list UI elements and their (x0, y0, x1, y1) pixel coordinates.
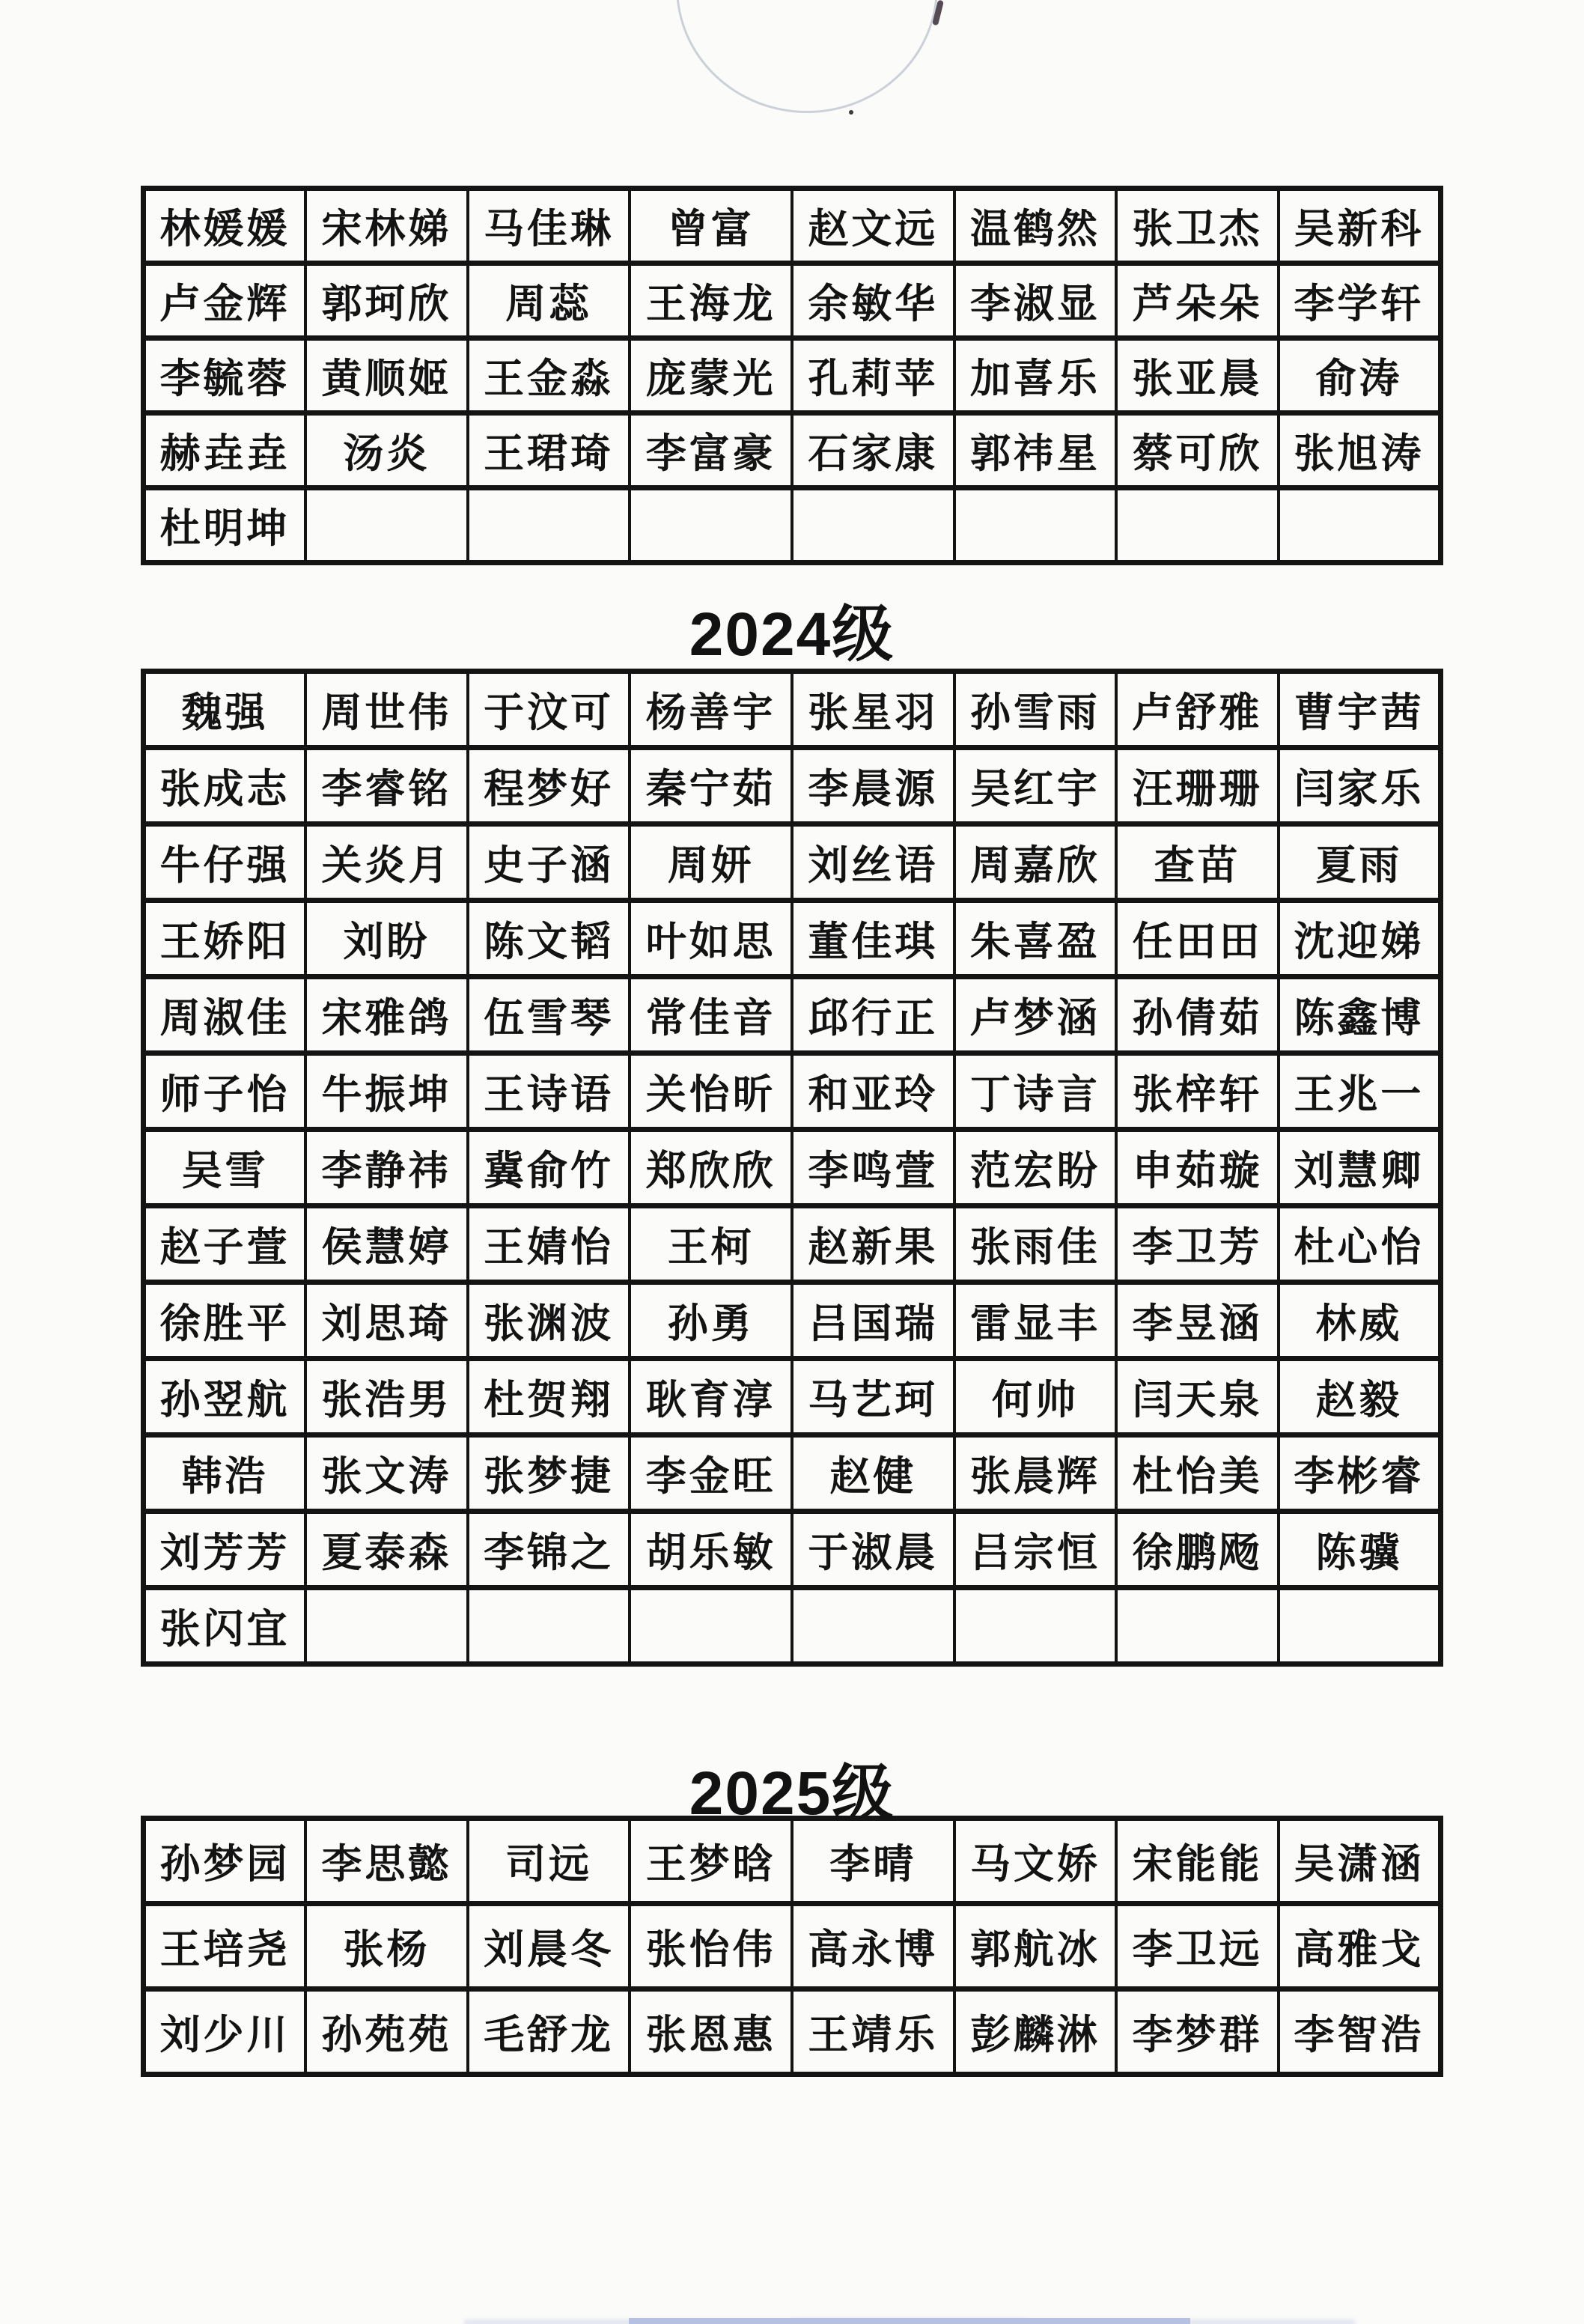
table-row (144, 1359, 1441, 1435)
name-cell: 加喜乐 (954, 338, 1117, 413)
name-cell: 王梦晗 (630, 1819, 792, 1904)
name-cell: 闫天泉 (1116, 1359, 1279, 1435)
name-cell: 李淑显 (954, 264, 1117, 338)
name-cell: 伍雪琴 (468, 977, 630, 1053)
name-cell: 李毓蓉 (144, 338, 306, 413)
name-cell: 王娇阳 (144, 901, 306, 977)
name-cell: 夏泰森 (305, 1512, 468, 1588)
roster-table-2025 (141, 1816, 1443, 2077)
name-cell: 吕国瑞 (792, 1283, 954, 1359)
name-cell: 张梓轩 (1116, 1053, 1279, 1130)
empty-cell (630, 1588, 792, 1664)
name-cell: 刘盼 (305, 901, 468, 977)
name-cell: 张恩惠 (630, 1989, 792, 2075)
empty-cell (792, 488, 954, 563)
name-cell: 郑欣欣 (630, 1130, 792, 1206)
name-cell: 秦宁茹 (630, 748, 792, 824)
empty-cell (305, 1588, 468, 1664)
name-cell: 孔莉苹 (792, 338, 954, 413)
name-cell: 俞涛 (1279, 338, 1441, 413)
name-cell: 庞蒙光 (630, 338, 792, 413)
name-cell: 李卫芳 (1116, 1206, 1279, 1283)
name-cell: 卢梦涵 (954, 977, 1117, 1053)
table-row (144, 748, 1441, 824)
name-cell: 董佳琪 (792, 901, 954, 977)
name-cell: 汪珊珊 (1116, 748, 1279, 824)
name-cell: 石家康 (792, 413, 954, 488)
name-cell: 范宏盼 (954, 1130, 1117, 1206)
name-cell: 刘芳芳 (144, 1512, 306, 1588)
table-row (144, 488, 1441, 563)
table-row (144, 1283, 1441, 1359)
name-cell: 陈文韬 (468, 901, 630, 977)
name-cell: 高雅戈 (1279, 1904, 1441, 1989)
name-cell: 司远 (468, 1819, 630, 1904)
name-cell: 马文娇 (954, 1819, 1117, 1904)
name-cell: 毛舒龙 (468, 1989, 630, 2075)
name-cell: 赵文远 (792, 189, 954, 264)
name-cell: 师子怡 (144, 1053, 306, 1130)
name-cell: 杜怡美 (1116, 1435, 1279, 1512)
name-cell: 何帅 (954, 1359, 1117, 1435)
table-row (144, 1435, 1441, 1512)
name-cell: 李昱涵 (1116, 1283, 1279, 1359)
name-cell: 于汶可 (468, 672, 630, 748)
name-cell: 杜明坤 (144, 488, 306, 563)
name-cell: 孙翌航 (144, 1359, 306, 1435)
name-cell: 查苗 (1116, 824, 1279, 901)
table-row (144, 1989, 1441, 2075)
table-row (144, 1819, 1441, 1904)
name-cell: 张雨佳 (954, 1206, 1117, 1283)
name-cell: 赵子萱 (144, 1206, 306, 1283)
name-cell: 李鸣萱 (792, 1130, 954, 1206)
name-cell: 张成志 (144, 748, 306, 824)
table-row (144, 413, 1441, 488)
heading-grade-2025: 2025级 (689, 1759, 895, 1828)
name-cell: 曹宇茜 (1279, 672, 1441, 748)
name-cell: 王柯 (630, 1206, 792, 1283)
table-row (144, 1588, 1441, 1664)
empty-cell (1116, 488, 1279, 563)
name-cell: 孙勇 (630, 1283, 792, 1359)
name-cell: 李梦群 (1116, 1989, 1279, 2075)
scan-artifact-strip (629, 2318, 1190, 2324)
name-cell: 张晨辉 (954, 1435, 1117, 1512)
heading-grade-2024: 2024级 (689, 600, 895, 669)
name-cell: 李彬睿 (1279, 1435, 1441, 1512)
name-cell: 冀俞竹 (468, 1130, 630, 1206)
table-row (144, 901, 1441, 977)
name-cell: 张梦捷 (468, 1435, 630, 1512)
name-cell: 赫垚垚 (144, 413, 306, 488)
name-cell: 曾富 (630, 189, 792, 264)
name-cell: 刘丝语 (792, 824, 954, 901)
name-cell: 李睿铭 (305, 748, 468, 824)
name-cell: 张亚晨 (1116, 338, 1279, 413)
empty-cell (305, 488, 468, 563)
empty-cell (468, 488, 630, 563)
name-cell: 周妍 (630, 824, 792, 901)
name-cell: 李晨源 (792, 748, 954, 824)
name-cell: 朱喜盈 (954, 901, 1117, 977)
name-cell: 张卫杰 (1116, 189, 1279, 264)
name-cell: 马艺珂 (792, 1359, 954, 1435)
name-cell: 王珺琦 (468, 413, 630, 488)
name-cell: 吴雪 (144, 1130, 306, 1206)
table-row (144, 977, 1441, 1053)
name-cell: 王海龙 (630, 264, 792, 338)
name-cell: 马佳琳 (468, 189, 630, 264)
name-cell: 汤炎 (305, 413, 468, 488)
table-row (144, 672, 1441, 748)
name-cell: 卢舒雅 (1116, 672, 1279, 748)
name-cell: 牛仔强 (144, 824, 306, 901)
table-row (144, 1130, 1441, 1206)
name-cell: 侯慧婷 (305, 1206, 468, 1283)
name-cell: 夏雨 (1279, 824, 1441, 901)
name-cell: 胡乐敏 (630, 1512, 792, 1588)
name-cell: 余敏华 (792, 264, 954, 338)
name-cell: 史子涵 (468, 824, 630, 901)
empty-cell (1116, 1588, 1279, 1664)
empty-cell (1279, 488, 1441, 563)
name-cell: 叶如思 (630, 901, 792, 977)
name-cell: 闫家乐 (1279, 748, 1441, 824)
name-cell: 张杨 (305, 1904, 468, 1989)
name-cell: 孙苑苑 (305, 1989, 468, 2075)
name-cell: 李金旺 (630, 1435, 792, 1512)
name-cell: 雷显丰 (954, 1283, 1117, 1359)
name-cell: 郭祎星 (954, 413, 1117, 488)
name-cell: 王婧怡 (468, 1206, 630, 1283)
name-cell: 任田田 (1116, 901, 1279, 977)
name-cell: 张浩男 (305, 1359, 468, 1435)
name-cell: 杨善宇 (630, 672, 792, 748)
name-cell: 吴红宇 (954, 748, 1117, 824)
empty-cell (630, 488, 792, 563)
name-cell: 卢金辉 (144, 264, 306, 338)
name-cell: 黄顺姬 (305, 338, 468, 413)
name-cell: 韩浩 (144, 1435, 306, 1512)
table-row (144, 264, 1441, 338)
name-cell: 蔡可欣 (1116, 413, 1279, 488)
table-row (144, 1053, 1441, 1130)
name-cell: 张旭涛 (1279, 413, 1441, 488)
hole-punch-arc (676, 0, 938, 113)
name-cell: 关炎月 (305, 824, 468, 901)
table-row (144, 338, 1441, 413)
name-cell: 徐胜平 (144, 1283, 306, 1359)
name-cell: 温鹤然 (954, 189, 1117, 264)
table-row (144, 1904, 1441, 1989)
roster-table-2024 (141, 669, 1443, 1667)
empty-cell (954, 488, 1117, 563)
name-cell: 耿育淳 (630, 1359, 792, 1435)
name-cell: 张闪宜 (144, 1588, 306, 1664)
name-cell: 郭航冰 (954, 1904, 1117, 1989)
name-cell: 周世伟 (305, 672, 468, 748)
name-cell: 李学轩 (1279, 264, 1441, 338)
name-cell: 赵新果 (792, 1206, 954, 1283)
empty-cell (1279, 1588, 1441, 1664)
name-cell: 张星羽 (792, 672, 954, 748)
name-cell: 张文涛 (305, 1435, 468, 1512)
roster-table-prior-year (141, 186, 1443, 565)
name-cell: 刘晨冬 (468, 1904, 630, 1989)
name-cell: 李锦之 (468, 1512, 630, 1588)
name-cell: 张渊波 (468, 1283, 630, 1359)
name-cell: 李思懿 (305, 1819, 468, 1904)
name-cell: 沈迎娣 (1279, 901, 1441, 977)
name-cell: 李静祎 (305, 1130, 468, 1206)
name-cell: 李晴 (792, 1819, 954, 1904)
scan-speck (849, 110, 853, 115)
name-cell: 魏强 (144, 672, 306, 748)
name-cell: 王诗语 (468, 1053, 630, 1130)
name-cell: 周蕊 (468, 264, 630, 338)
empty-cell (792, 1588, 954, 1664)
name-cell: 王兆一 (1279, 1053, 1441, 1130)
name-cell: 彭麟淋 (954, 1989, 1117, 2075)
empty-cell (954, 1588, 1117, 1664)
name-cell: 和亚玲 (792, 1053, 954, 1130)
name-cell: 李富豪 (630, 413, 792, 488)
name-cell: 刘少川 (144, 1989, 306, 2075)
name-cell: 王金淼 (468, 338, 630, 413)
name-cell: 常佳音 (630, 977, 792, 1053)
name-cell: 芦朵朵 (1116, 264, 1279, 338)
name-cell: 宋雅鸽 (305, 977, 468, 1053)
name-cell: 孙雪雨 (954, 672, 1117, 748)
table-row (144, 1206, 1441, 1283)
table-row (144, 1512, 1441, 1588)
name-cell: 王靖乐 (792, 1989, 954, 2075)
table-row (144, 189, 1441, 264)
name-cell: 宋能能 (1116, 1819, 1279, 1904)
name-cell: 宋林娣 (305, 189, 468, 264)
empty-cell (468, 1588, 630, 1664)
name-cell: 孙梦园 (144, 1819, 306, 1904)
name-cell: 王培尧 (144, 1904, 306, 1989)
table-row (144, 824, 1441, 901)
name-cell: 张怡伟 (630, 1904, 792, 1989)
name-cell: 赵健 (792, 1435, 954, 1512)
name-cell: 林威 (1279, 1283, 1441, 1359)
name-cell: 吕宗恒 (954, 1512, 1117, 1588)
name-cell: 于淑晨 (792, 1512, 954, 1588)
name-cell: 周淑佳 (144, 977, 306, 1053)
name-cell: 林媛媛 (144, 189, 306, 264)
name-cell: 刘慧卿 (1279, 1130, 1441, 1206)
name-cell: 程梦好 (468, 748, 630, 824)
name-cell: 吴新科 (1279, 189, 1441, 264)
name-cell: 牛振坤 (305, 1053, 468, 1130)
name-cell: 赵毅 (1279, 1359, 1441, 1435)
name-cell: 申茹璇 (1116, 1130, 1279, 1206)
name-cell: 李卫远 (1116, 1904, 1279, 1989)
name-cell: 吴潇涵 (1279, 1819, 1441, 1904)
name-cell: 孙倩茹 (1116, 977, 1279, 1053)
name-cell: 杜贺翔 (468, 1359, 630, 1435)
name-cell: 高永博 (792, 1904, 954, 1989)
name-cell: 陈骥 (1279, 1512, 1441, 1588)
name-cell: 关怡昕 (630, 1053, 792, 1130)
name-cell: 李智浩 (1279, 1989, 1441, 2075)
name-cell: 丁诗言 (954, 1053, 1117, 1130)
name-cell: 刘思琦 (305, 1283, 468, 1359)
name-cell: 郭珂欣 (305, 264, 468, 338)
name-cell: 周嘉欣 (954, 824, 1117, 901)
name-cell: 徐鹏飏 (1116, 1512, 1279, 1588)
name-cell: 陈鑫博 (1279, 977, 1441, 1053)
name-cell: 邱行正 (792, 977, 954, 1053)
name-cell: 杜心怡 (1279, 1206, 1441, 1283)
